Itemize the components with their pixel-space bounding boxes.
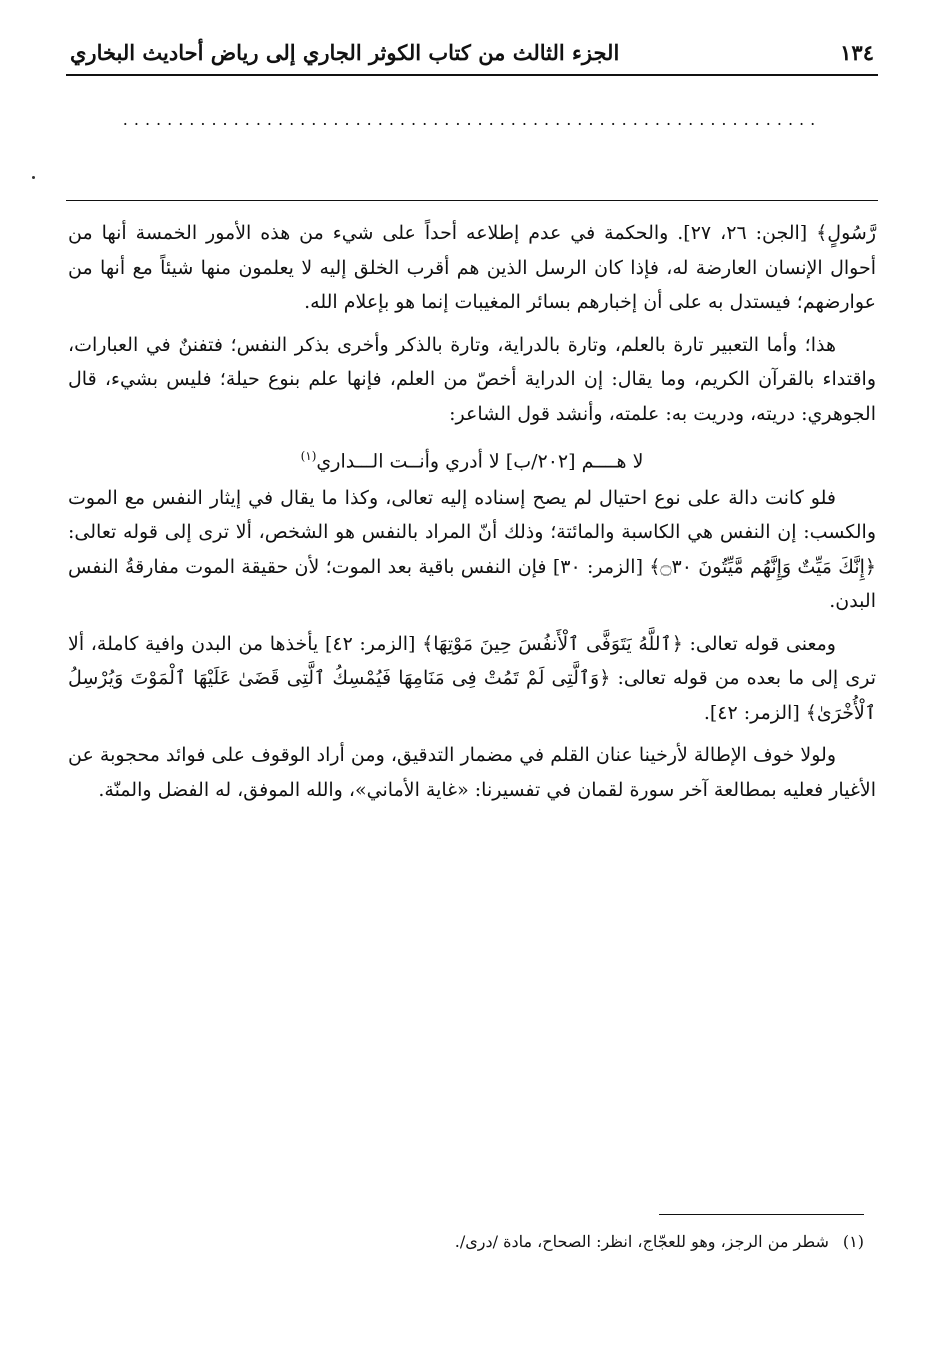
paragraph-2: هذا؛ وأما التعبير تارة بالعلم، وتارة بالدراية، وتارة بالذكر وأخرى بذكر النفس؛ فتفننٌ في العبارات، واقتداء بالقرآن الكريم، وما يقال: إن الدراية أخصّ من العلم، فإنها علم بنوع حيلة؛ فليس بشيء، قال الجوهري: دريته، ودريت به: علمته، وأنشد قول الشاعر:: [68, 333, 876, 425]
footnote: [80, 1228, 864, 1256]
footnote-rule: [659, 1214, 864, 1215]
main-text: [68, 216, 876, 815]
footnote-marker: (١): [300, 449, 317, 463]
stray-mark: [32, 176, 35, 179]
page-number: ١٣٤: [840, 39, 874, 65]
footnote-number: (١): [842, 1232, 864, 1251]
paragraph-3: فلو كانت دالة على نوع احتيال لم يصح إسناده إليه تعالى، وكذا ما يقال في إيثار النفس مع الموت والكسب: إن النفس هي الكاسبة والمائتة؛ وذلك أنّ المراد بالنفس هو الشخص، ألا ترى إلى قوله تعالى: ﴿إِنَّكَ مَيِّتٌ وَإِنَّهُم مَّيِّتُونَ ۝٣٠﴾ [الزمر: ٣٠] فإن النفس باقية بعد الموت؛ لأن حقيقة الموت مفارقةُ النفس البدن.: [68, 486, 876, 613]
header-rule: [66, 74, 878, 76]
poetry-verse: [68, 439, 876, 479]
page-header: [70, 32, 874, 72]
paragraph-4: ومعنى قوله تعالى: ﴿ٱللَّهُ يَتَوَفَّى ٱلْأَنفُسَ حِينَ مَوْتِهَا﴾ [الزمر: ٤٢] يأخذها من البدن وافية كاملة، ألا ترى إلى ما بعده من قوله تعالى: ﴿وَٱلَّتِى لَمْ تَمُتْ فِى مَنَامِهَا فَيُمْسِكُ ٱلَّتِى قَضَىٰ عَلَيْهَا ٱلْمَوْتَ وَيُرْسِلُ ٱلْأُخْرَىٰ﴾ [الزمر: ٤٢].: [68, 632, 876, 724]
paragraph-1: رَّسُولٍ﴾ [الجن: ٢٦، ٢٧]. والحكمة في عدم إطلاعه أحداً على شيء من هذه الأمور الخمسة أنها من أحوال الإنسان العارضة له، فإذا كان الرسل الذين هم أقرب الخلق إليه لا يعلمون منها شيئاً مع أنها من عوارضهم؛ فيستدل به على أن إخبارهم بسائر المغيبات إنما هو بإعلام الله.: [68, 222, 877, 313]
section-rule: [66, 200, 878, 201]
ellipsis-dots: ...............................................................: [122, 110, 822, 129]
verse-text: لا هــــم [٢٠٢/ب] لا أدري وأنــت الـــداري: [316, 450, 644, 473]
paragraph-5: ولولا خوف الإطالة لأرخينا عنان القلم في مضمار التدقيق، ومن أراد الوقوف على فوائد محجوبة عن الأغيار فعليه بمطالعة آخر سورة لقمان في تفسيرنا: «غاية الأماني»، والله الموفق، له الفضل والمنّة.: [68, 744, 876, 801]
running-title: الجزء الثالث من كتاب الكوثر الجاري إلى رياض أحاديث البخاري: [70, 39, 620, 65]
footnote-text: شطر من الرجز، وهو للعجّاج، انظر: الصحاح، مادة /درى/.: [454, 1232, 829, 1251]
